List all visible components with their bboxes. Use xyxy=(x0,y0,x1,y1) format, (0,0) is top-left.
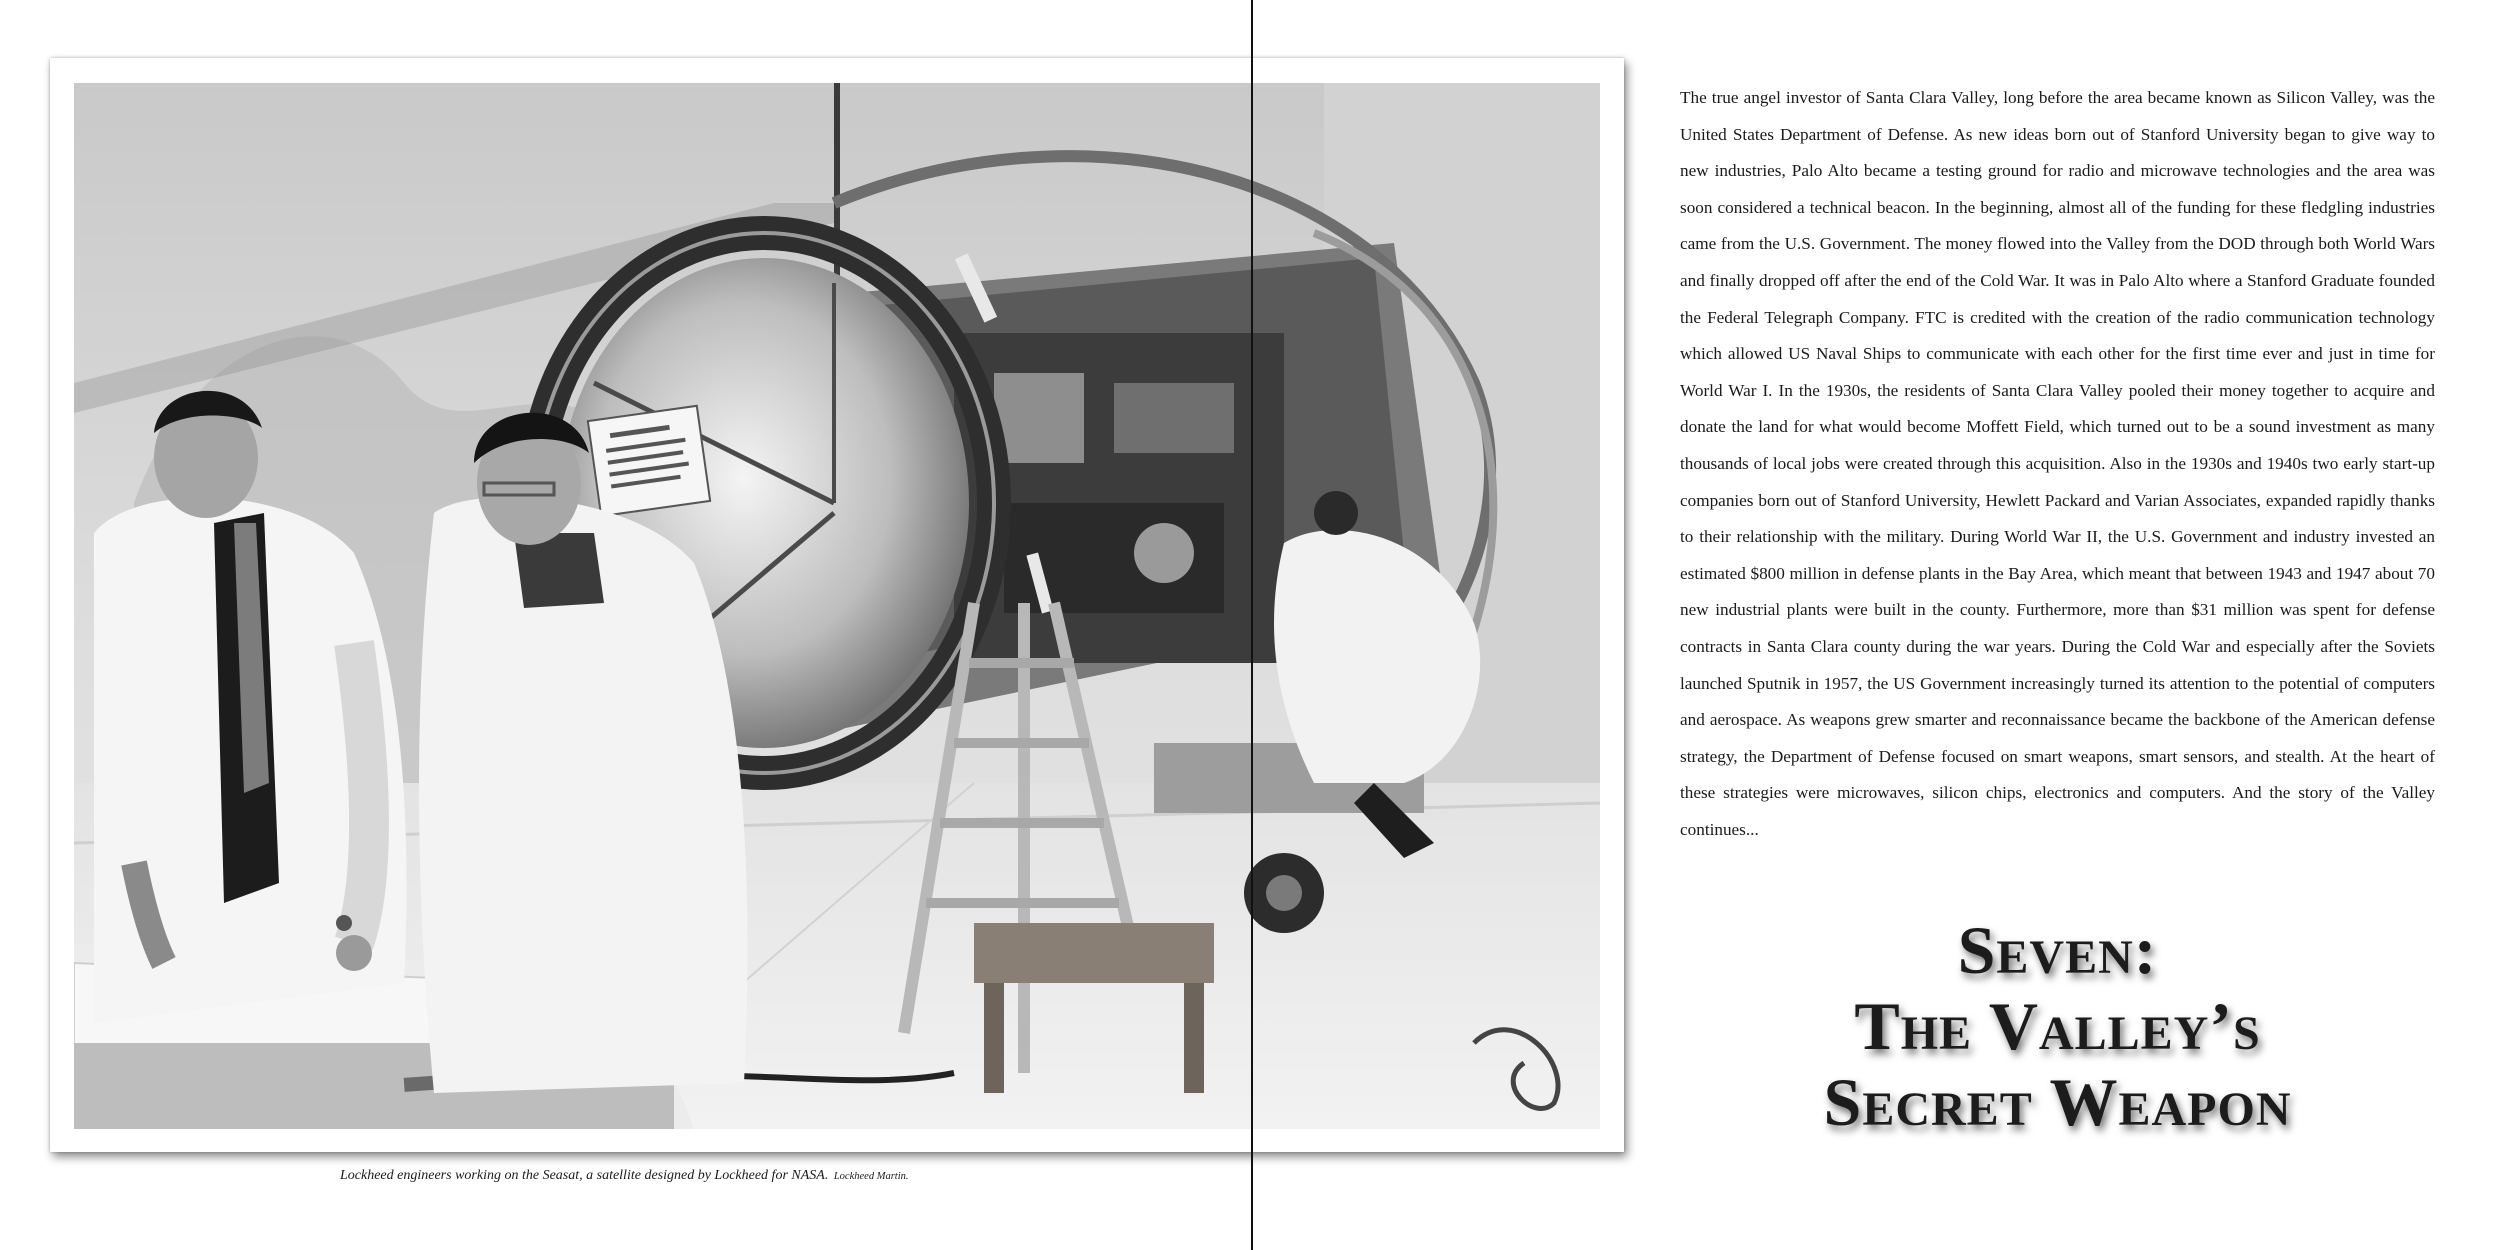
caption-text: Lockheed engineers working on the Seasat, a satellite designed by Lockheed for NASA. xyxy=(340,1168,829,1183)
chapter-title-line-2: The Valley’s xyxy=(1854,988,2261,1064)
body-paragraph: The true angel investor of Santa Clara Valley, long before the area became known as Silicon Valley, was the United States Department of Defense. As new ideas born out of Stanford University began to give way to new industries, Palo Alto became a testing ground for radio and microwave technologies and the area was soon considered a technical beacon. In the beginning, almost all of the funding for these fledgling industries came from the U.S. Government. The money flowed into the Valley from the DOD through both World Wars and finally dropped off after the end of the Cold War. It was in Palo Alto where a Stanford Graduate founded the Federal Telegraph Company. FTC is credited with the creation of the radio communication technology which allowed US Naval Ships to communicate with each other for the first time ever and just in time for World War I. In the 1930s, the residents of Santa Clara Valley pooled their money together to acquire and donate the land for what would become Moffett Field, which turned out to be a sound investment as many thousands of local jobs were created through this acquisition. Also in the 1930s and 1940s two early start-up companies born out of Stanford University, Hewlett Packard and Varian Associates, expanded rapidly thanks to their relationship with the military. During World War II, the U.S. Government and industry invested an estimated $800 million in defense plants in the Bay Area, which meant that between 1943 and 1947 about 70 new industrial plants were built in the county. Furthermore, more than $31 million was spent for defense contracts in Santa Clara county during the war years. During the Cold War and especially after the Soviets launched Sputnik in 1957, the US Government increasingly turned its attention to the potential of computers and aerospace. As weapons grew smarter and reconnaissance became the backbone of the American defense strategy, the Department of Defense focused on smart weapons, smart sensors, and stealth. At the heart of these strategies were microwaves, silicon chips, electronics and computers. And the story of the Valley continues... xyxy=(1680,88,2435,839)
photo-illustration xyxy=(74,83,1600,1129)
photo-credit: Lockheed Martin. xyxy=(833,1171,909,1182)
page-gutter xyxy=(1251,0,1253,1250)
photo-caption xyxy=(340,1168,909,1184)
photo-frame xyxy=(50,58,1624,1152)
chapter-title-line-3: Secret Weapon xyxy=(1823,1064,2292,1140)
satellite-photo xyxy=(74,83,1600,1129)
chapter-title xyxy=(1680,912,2435,1140)
chapter-title-line-1: Seven: xyxy=(1957,912,2158,988)
